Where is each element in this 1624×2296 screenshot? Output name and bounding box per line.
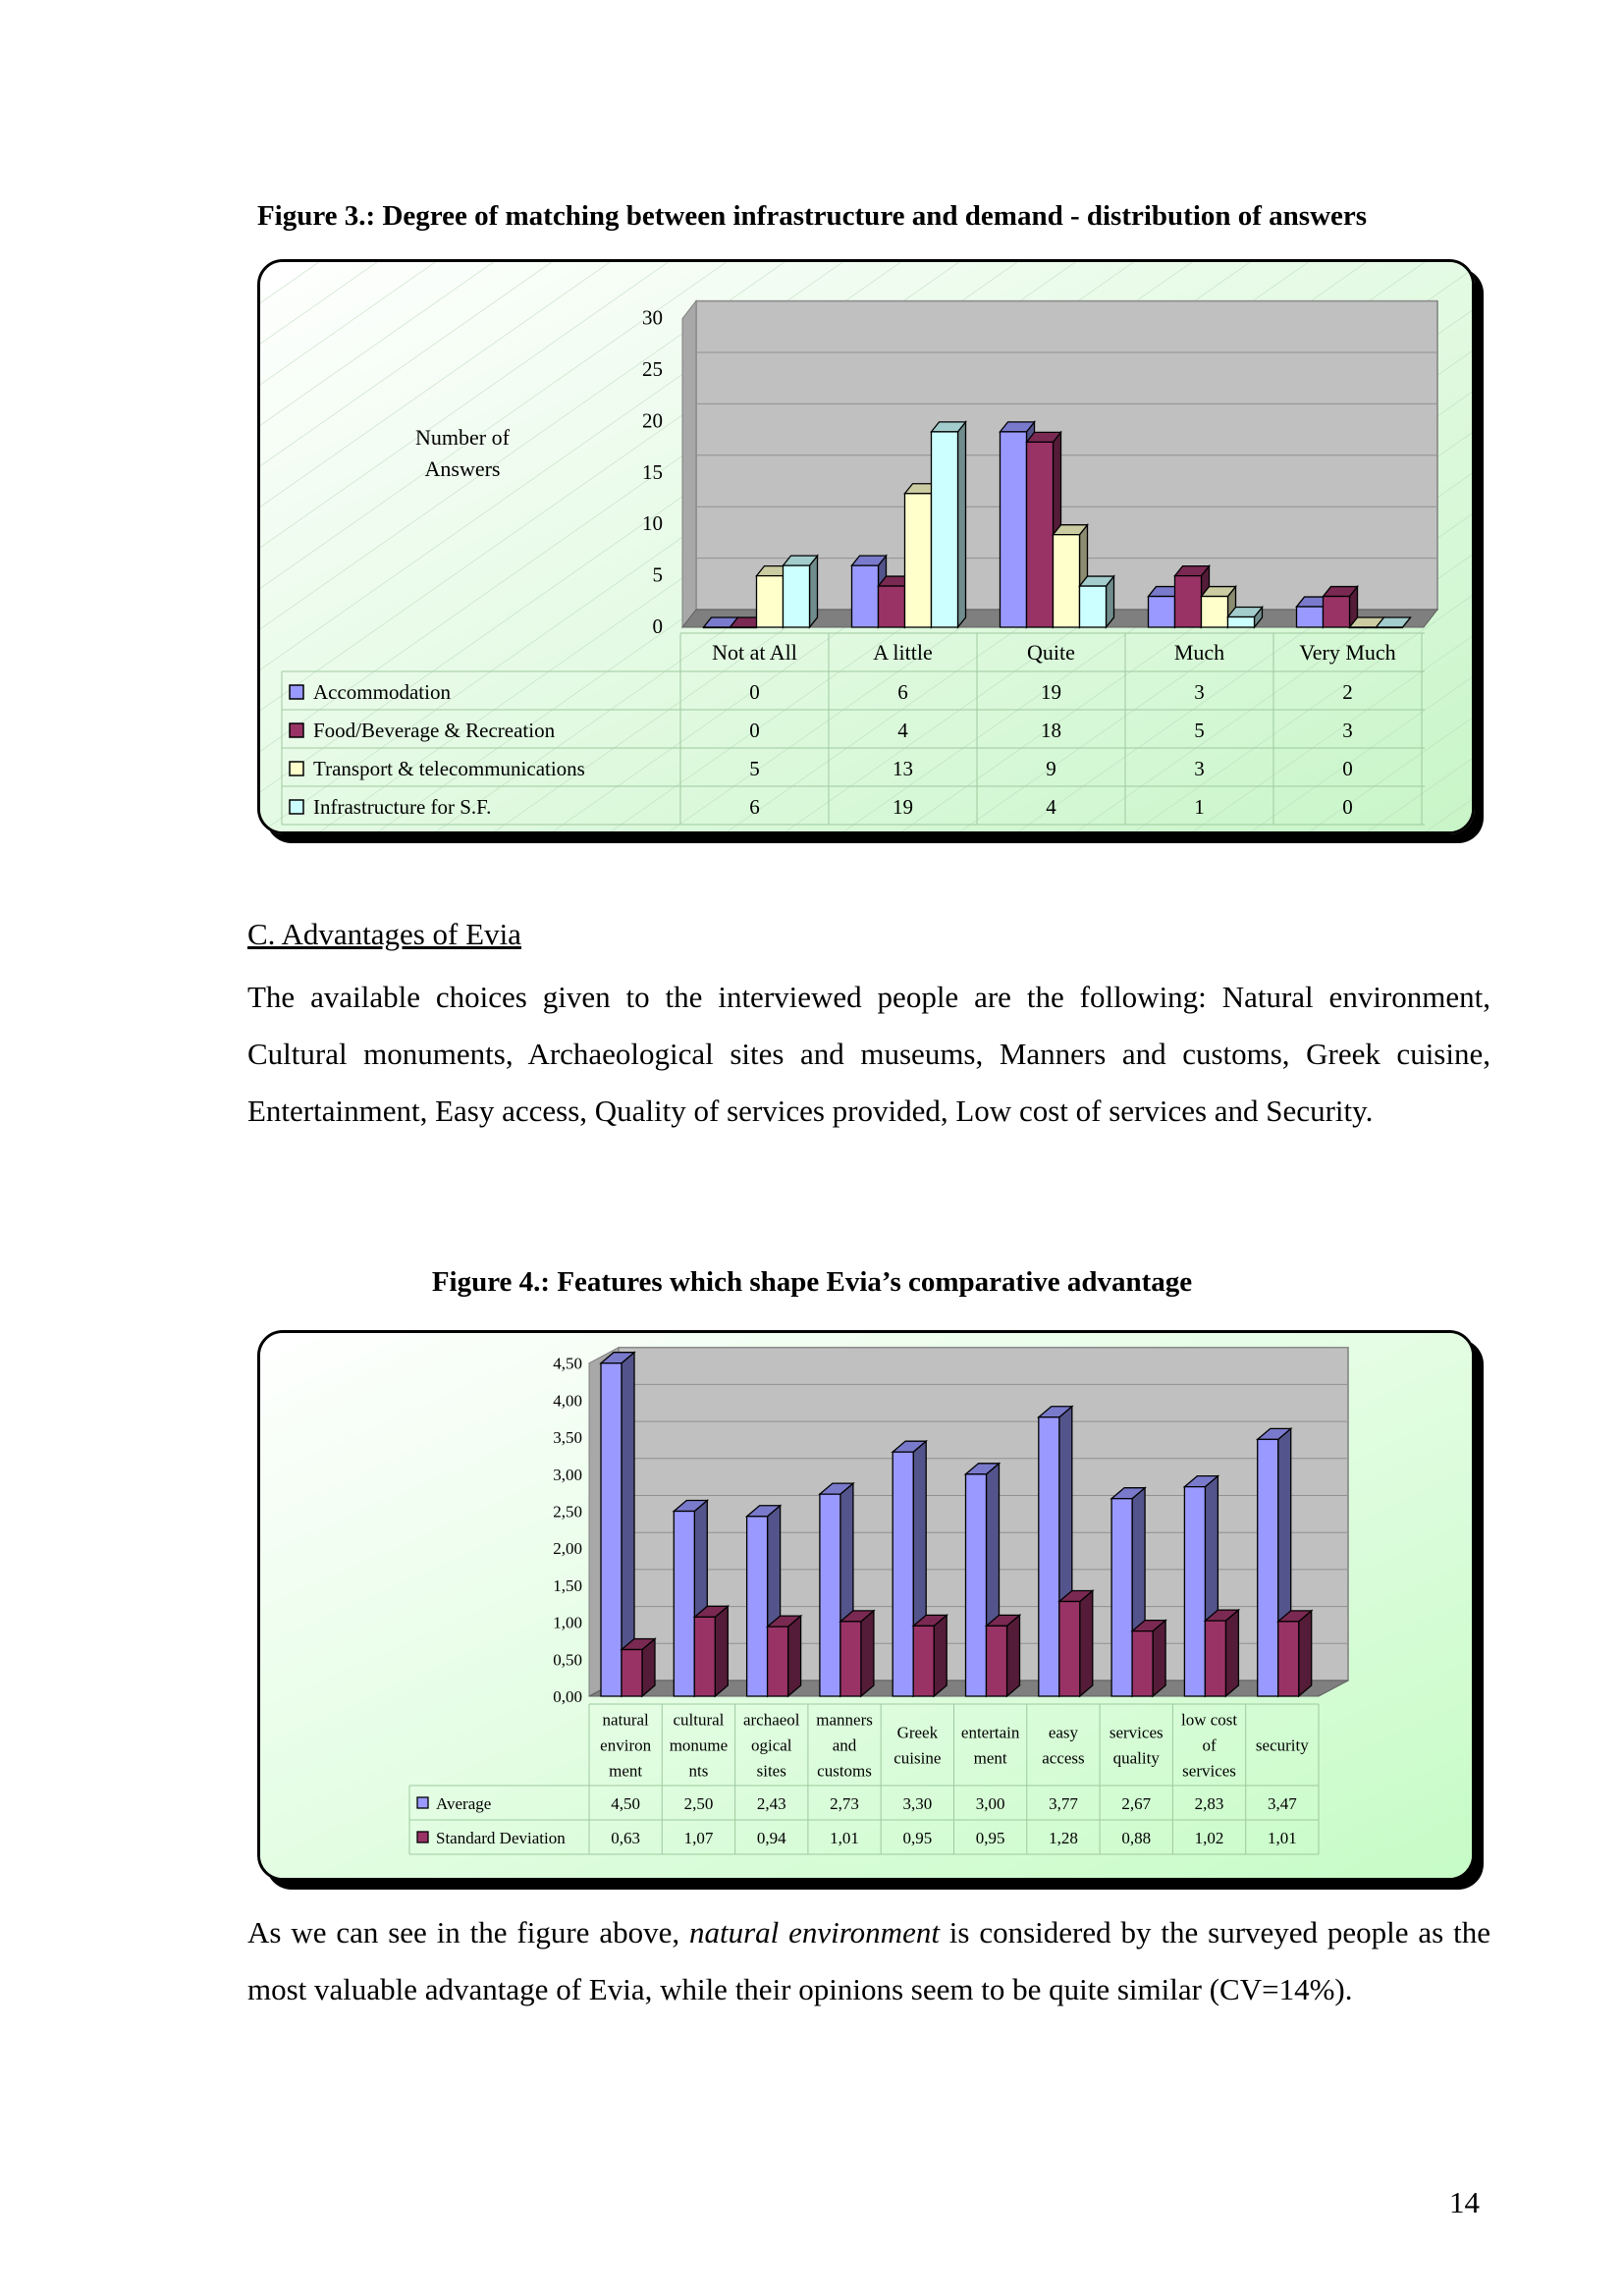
fig4-ytick-label: 0,00 (553, 1687, 582, 1706)
fig4-category-label: monume (669, 1735, 729, 1755)
fig4-category-label: ment (609, 1761, 643, 1781)
fig4-category-label: natural (602, 1710, 649, 1730)
fig3-legend-label: Food/Beverage & Recreation (313, 719, 556, 742)
fig3-bar (1324, 587, 1358, 627)
fig3-data-label: 13 (893, 757, 913, 780)
figure3-svg (260, 262, 1472, 831)
fig4-category-label: ment (973, 1748, 1007, 1768)
fig4-category-label: and (832, 1735, 857, 1755)
fig3-data-label: 0 (1342, 795, 1353, 819)
fig4-bar-side (1080, 1590, 1093, 1696)
page-number: 14 (1449, 2185, 1480, 2219)
fig4-category-label: cuisine (893, 1748, 942, 1768)
fig4-bar (840, 1611, 874, 1696)
fig4-data-label: 0,63 (611, 1829, 641, 1847)
fig3-bar-front (905, 494, 932, 627)
fig3-data-label: 18 (1041, 719, 1061, 742)
fig4-bar-front (1059, 1601, 1080, 1696)
fig4-bar (768, 1616, 801, 1696)
fig4-category-label: security (1255, 1735, 1309, 1755)
fig4-bar-side (1153, 1621, 1165, 1696)
fig4-bar-front (1111, 1499, 1132, 1696)
paragraph-2-text-b: is considered by the surveyed people as the most valuable advantage of Evia, while their opinions seem to be quite similar (CV=14%). (247, 1915, 1490, 2006)
fig4-data-label: 2,83 (1194, 1794, 1224, 1813)
fig3-plot-side-wall (682, 301, 696, 627)
fig4-data-label: 0,95 (902, 1829, 933, 1847)
fig4-data-label: 0,88 (1121, 1829, 1152, 1847)
fig4-bar-front (674, 1512, 694, 1697)
fig4-legend-label: Standard Deviation (436, 1829, 566, 1847)
fig3-ylabel-line2: Answers (424, 456, 501, 481)
paragraph-2-text-a: As we can see in the figure above, (247, 1915, 689, 1949)
fig4-category-label: environ (600, 1735, 652, 1755)
fig4-data-label: 2,67 (1121, 1794, 1152, 1813)
fig4-bar-front (1205, 1621, 1225, 1696)
fig4-data-label: 0,94 (756, 1829, 786, 1847)
fig3-data-label: 3 (1194, 680, 1205, 704)
fig3-data-label: 2 (1342, 680, 1353, 704)
figure4-caption: Figure 4.: Features which shape Evia’s comparative advantage (431, 1266, 1193, 1298)
fig4-data-label: 4,50 (611, 1794, 641, 1813)
fig3-bar-front (731, 627, 757, 628)
section-paragraph-1: The available choices given to the interviewed people are the following: Natural environment, Cultural monuments, Archaeological sites and museums, Manners and customs, Greek cuisine, Entertainment, Easy access, Quality of services provided, Low cost of services and Security. (247, 980, 1490, 1128)
fig4-ytick-label: 4,50 (553, 1354, 582, 1373)
fig4-bar (1205, 1610, 1238, 1696)
fig3-bar-front (932, 432, 958, 627)
fig3-ytick-label: 30 (642, 305, 663, 330)
section-title: C. Advantages of Evia (247, 917, 521, 951)
section-paragraph-2 (247, 1904, 1490, 2018)
fig4-bar-front (840, 1622, 861, 1696)
fig3-data-label: 4 (897, 719, 908, 742)
fig3-bar-front (1228, 617, 1255, 627)
fig4-data-label: 2,43 (756, 1794, 786, 1813)
fig3-ylabel-line1: Number of (415, 425, 510, 450)
fig4-bar-side (861, 1611, 874, 1696)
fig4-bar-front (1132, 1631, 1153, 1696)
fig4-bar (694, 1606, 728, 1696)
fig4-bar (1132, 1621, 1165, 1696)
fig3-data-label: 4 (1046, 795, 1056, 819)
fig3-data-label: 9 (1046, 757, 1056, 780)
fig4-data-label: 1,07 (683, 1829, 714, 1847)
fig4-ytick-label: 3,50 (553, 1428, 582, 1448)
fig4-category-label: low cost (1180, 1710, 1238, 1730)
fig4-data-label: 0,95 (975, 1829, 1005, 1847)
fig4-bar-side (1007, 1615, 1020, 1696)
fig4-category-label: of (1202, 1735, 1217, 1755)
fig4-bar-side (715, 1606, 728, 1696)
fig4-data-label: 1,28 (1049, 1829, 1078, 1847)
fig4-category-label: ogical (750, 1735, 792, 1755)
figure4-chart (257, 1330, 1475, 1881)
fig3-bar (784, 556, 818, 627)
fig4-data-label: 1,02 (1194, 1829, 1224, 1847)
fig3-bar-front (1027, 442, 1054, 627)
fig3-category-label: Very Much (1299, 640, 1396, 665)
fig4-category-label: manners (816, 1710, 873, 1730)
fig4-category-label: sites (756, 1761, 786, 1781)
fig4-data-label: 1,01 (830, 1829, 859, 1847)
fig4-data-label: 3,00 (975, 1794, 1005, 1813)
fig4-ytick-label: 2,00 (553, 1539, 582, 1559)
fig3-data-label: 5 (749, 757, 760, 780)
fig3-ytick-label: 25 (642, 357, 663, 381)
fig3-ytick-label: 20 (642, 408, 663, 433)
fig3-ytick-label: 15 (642, 459, 663, 484)
fig3-bar-front (879, 586, 905, 627)
fig3-bar-front (1350, 627, 1377, 628)
fig4-bar (1278, 1611, 1312, 1696)
fig4-category-label: cultural (673, 1710, 725, 1730)
fig4-category-label: access (1042, 1748, 1085, 1768)
fig4-ytick-label: 2,50 (553, 1502, 582, 1522)
fig3-legend-swatch (290, 685, 303, 699)
fig3-data-label: 5 (1194, 719, 1205, 742)
fig3-bar-front (757, 576, 784, 627)
fig4-bar-side (1225, 1610, 1238, 1696)
figure3-caption: Figure 3.: Degree of matching between infrastructure and demand - distribution of answers (256, 200, 1368, 232)
fig3-bar-front (1202, 597, 1228, 627)
fig3-bar-front (852, 565, 879, 627)
fig4-bar (622, 1638, 655, 1696)
fig3-data-label: 0 (1342, 757, 1353, 780)
fig3-bar-front (1001, 432, 1027, 627)
fig4-category-label: services (1109, 1723, 1164, 1742)
fig4-bar-front (1258, 1439, 1278, 1696)
fig4-ytick-label: 1,50 (553, 1575, 582, 1595)
fig4-data-label: 2,50 (683, 1794, 714, 1813)
fig4-bar-front (768, 1627, 788, 1696)
fig3-data-label: 19 (893, 795, 913, 819)
fig3-category-label: A little (873, 640, 933, 665)
fig3-bar-side (958, 422, 966, 627)
fig3-data-label: 0 (749, 680, 760, 704)
fig4-ytick-label: 1,00 (553, 1613, 582, 1632)
fig4-legend-label: Average (436, 1794, 492, 1813)
fig4-category-label: easy (1048, 1723, 1079, 1742)
fig4-bar-front (987, 1626, 1007, 1696)
fig4-category-label: archaeol (742, 1710, 800, 1730)
fig4-category-label: quality (1112, 1748, 1160, 1768)
fig4-ytick-label: 4,00 (553, 1391, 582, 1411)
fig4-legend-swatch (417, 1832, 428, 1842)
fig4-ytick-label: 0,50 (553, 1650, 582, 1670)
fig3-data-label: 6 (897, 680, 908, 704)
fig3-ytick-label: 10 (642, 511, 663, 536)
fig3-category-label: Not at All (712, 640, 797, 665)
fig4-data-label: 3,30 (902, 1794, 933, 1813)
fig3-data-label: 1 (1194, 795, 1205, 819)
fig3-bar-front (1175, 576, 1202, 627)
fig4-category-label: entertain (960, 1723, 1020, 1742)
fig3-ytick-label: 5 (652, 562, 663, 587)
fig3-bar-front (1297, 607, 1324, 627)
fig3-bar (1080, 576, 1114, 627)
fig4-bar-side (934, 1615, 947, 1696)
fig3-bar-front (1149, 597, 1175, 627)
fig4-data-label: 1,01 (1267, 1829, 1297, 1847)
fig3-data-label: 19 (1041, 680, 1061, 704)
fig3-bar-front (1377, 627, 1403, 628)
fig3-legend-label: Transport & telecommunications (313, 757, 585, 780)
fig3-bar-front (784, 565, 810, 627)
fig3-legend-label: Infrastructure for S.F. (313, 795, 492, 819)
fig3-bar-front (1080, 586, 1107, 627)
fig4-ytick-label: 3,00 (553, 1465, 582, 1484)
fig3-bar (932, 422, 966, 627)
fig4-bar-side (1299, 1611, 1312, 1696)
fig4-bar (987, 1615, 1020, 1696)
fig4-bar-side (788, 1616, 801, 1696)
fig3-data-label: 6 (749, 795, 760, 819)
fig4-bar-front (694, 1617, 715, 1696)
fig3-data-label: 3 (1342, 719, 1353, 742)
fig4-legend-swatch (417, 1797, 428, 1808)
fig3-legend-swatch (290, 723, 303, 737)
fig3-bar-front (1054, 535, 1080, 627)
fig3-bar (1228, 608, 1263, 627)
fig4-bar-front (820, 1494, 840, 1696)
fig3-category-label: Much (1173, 640, 1225, 665)
fig3-legend-swatch (290, 762, 303, 775)
fig3-ytick-label: 0 (652, 614, 663, 638)
fig4-bar-front (747, 1517, 768, 1696)
fig4-bar-front (893, 1452, 913, 1696)
figure3-chart (257, 259, 1475, 834)
fig4-data-label: 3,77 (1049, 1794, 1078, 1813)
fig4-bar-front (1278, 1622, 1299, 1696)
fig4-bar (1059, 1590, 1093, 1696)
fig4-bar-front (966, 1474, 987, 1696)
fig4-bar-front (1039, 1417, 1059, 1696)
fig4-data-label: 2,73 (830, 1794, 859, 1813)
fig3-legend-label: Accommodation (313, 680, 451, 704)
fig4-category-label: nts (688, 1761, 709, 1781)
fig3-data-label: 0 (749, 719, 760, 742)
figure4-svg (260, 1333, 1472, 1878)
fig4-bar-front (1184, 1487, 1205, 1696)
fig4-category-label: Greek (896, 1723, 939, 1742)
fig4-bar-front (601, 1363, 622, 1696)
fig3-bar-front (1324, 597, 1350, 627)
fig4-category-label: services (1182, 1761, 1236, 1781)
fig3-bar-front (704, 627, 731, 628)
fig4-bar (913, 1615, 947, 1696)
fig3-legend-swatch (290, 800, 303, 814)
fig3-bar-side (810, 556, 818, 627)
fig3-category-label: Quite (1027, 640, 1075, 665)
fig4-data-label: 3,47 (1267, 1794, 1297, 1813)
fig3-data-label: 3 (1194, 757, 1205, 780)
paragraph-2-emphasis: natural environment (688, 1915, 940, 1949)
fig4-category-label: customs (817, 1761, 872, 1781)
fig4-bar-front (913, 1626, 934, 1696)
fig4-bar-front (622, 1649, 642, 1696)
